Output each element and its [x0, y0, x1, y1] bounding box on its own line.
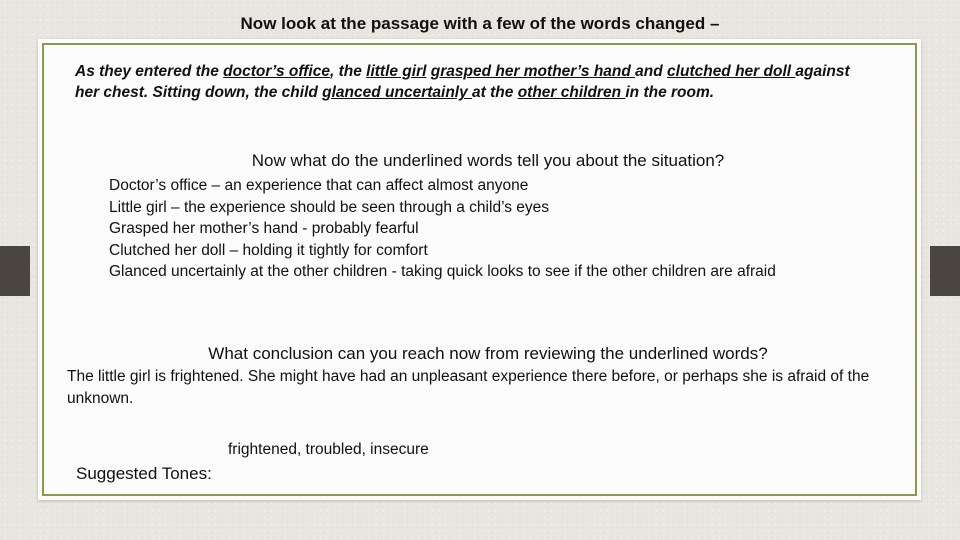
passage-text	[75, 61, 875, 103]
underlined-phrase: other children	[517, 84, 626, 101]
left-side-tab	[0, 246, 30, 296]
question-underlined-words: Now what do the underlined words tell you about the situation?	[251, 151, 725, 170]
underlined-phrase: doctor’s office	[223, 63, 330, 80]
list-item: Clutched her doll – holding it tightly for comfort	[109, 241, 428, 259]
list-item: Little girl – the experience should be seen through a child’s eyes	[109, 198, 550, 216]
passage-segment: at the	[472, 84, 518, 101]
conclusion-text: The little girl is frightened. She might have had an unpleasant experience there before, or perhaps she is afraid of the unknown.	[67, 368, 870, 407]
list-item: Glanced uncertainly at the other children - taking quick looks to see if the other children are afraid	[109, 263, 776, 280]
right-side-tab	[930, 246, 960, 296]
passage-segment: , the	[329, 63, 367, 80]
underlined-phrase: clutched her doll	[667, 63, 796, 80]
list-item: Grasped her mother’s hand - probably fearful	[109, 220, 419, 237]
tones-label: Suggested Tones:	[76, 464, 212, 483]
question-conclusion: What conclusion can you reach now from reviewing the underlined words?	[208, 344, 768, 363]
content-card	[38, 39, 921, 500]
passage-segment: against her chest. Sitting down, the child	[75, 63, 850, 101]
passage-segment: and	[635, 63, 668, 80]
underlined-phrase: glanced uncertainly	[322, 84, 473, 101]
passage-segment: As they entered the	[75, 63, 224, 80]
underlined-phrase: little girl	[366, 63, 427, 80]
tones-list: frightened, troubled, insecure	[228, 441, 429, 458]
underlined-phrase: grasped her mother’s hand	[430, 63, 636, 80]
list-item: Doctor’s office – an experience that can affect almost anyone	[109, 177, 529, 194]
answer-list	[109, 175, 776, 283]
slide-title: Now look at the passage with a few of the words changed –	[240, 14, 720, 33]
passage-segment: in the room.	[625, 84, 715, 101]
